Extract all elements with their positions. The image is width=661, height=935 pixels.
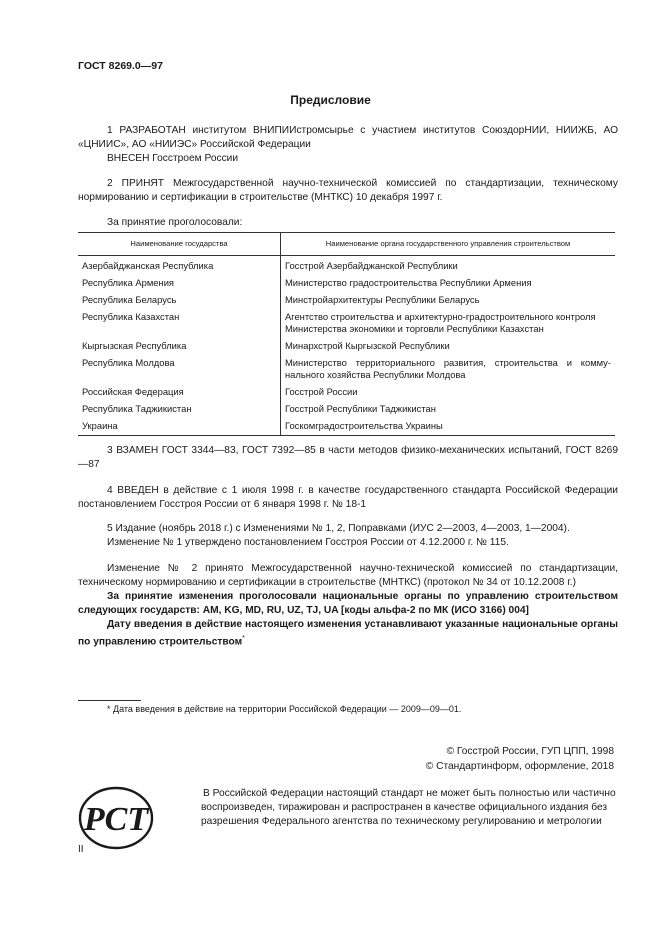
section-4 — [78, 484, 618, 512]
reproduction-notice — [201, 787, 617, 829]
authority-cell: Министерство градостроительства Республики Армения — [285, 277, 532, 288]
state-cell: Российская Федерация — [78, 384, 281, 401]
table-row — [78, 384, 615, 401]
rst-logo-icon — [78, 786, 154, 850]
state-cell: Республика Таджикистан — [78, 401, 281, 418]
table-row — [78, 418, 615, 436]
state-cell: Кыргызская Республика — [78, 338, 281, 355]
section-2 — [78, 177, 618, 205]
table-row — [78, 401, 615, 418]
authority-cell: Минстройархитектуры Республики Беларусь — [285, 294, 480, 305]
section-5-text: 5 Издание (ноябрь 2018 г.) с Изменениями № 1, 2, Поправками (ИУС 2—2003, 4—2003, 1—2004). — [107, 523, 570, 534]
voted-label: За принятие проголосовали: — [107, 217, 243, 228]
authority-cell: Госстрой России — [285, 386, 358, 397]
section-5 — [78, 522, 618, 550]
table-row — [78, 256, 615, 276]
change-2-text: Изменение № 2 принято Межгосударственной научно-технической комиссией по стандартизации, техническому нормированию и сертификации в строительстве (МНТКС) (протокол № 34 от 10.12.2008 г.) — [78, 563, 618, 588]
section-1-introduced: ВНЕСЕН Госстроем России — [107, 153, 239, 164]
change-2-date-text: Дату введения в действие настоящего изменения устанавливают указанные национальные органы по управлению строительством — [78, 619, 618, 648]
section-3-text: 3 ВЗАМЕН ГОСТ 3344—83, ГОСТ 7392—85 в части методов физико-механических испытаний, ГОСТ 8269—87 — [78, 445, 618, 470]
footnote-divider — [78, 700, 141, 701]
change-2-voted: За принятие изменения проголосовали национальные органы по управлению строительством следующих государств: AM, KG, MD, RU, UZ, TJ, UA [коды альфа-2 по МК (ИСО 3166) 004] — [78, 591, 618, 616]
section-1-text: 1 РАЗРАБОТАН институтом ВНИПИИстромсырье с участием институтов СоюздорНИИ, НИИЖБ, АО «ЦНИИС», АО «НИИЭС» Российской Федерации — [78, 125, 618, 150]
table-row — [78, 309, 615, 338]
section-3 — [78, 444, 618, 472]
change-2-date — [78, 618, 618, 649]
state-cell: Украина — [78, 418, 281, 436]
authority-cell: Агентство строительства и архитектурно-градостроительного контроля Министерства экономики и торговли Республики Казахстан — [285, 311, 596, 334]
section-2-text: 2 ПРИНЯТ Межгосударственной научно-технической комиссией по стандартизации, техническому нормированию и сертификации в строительстве (МНТКС) 10 декабря 1997 г. — [78, 178, 618, 203]
table-header-row — [78, 233, 615, 256]
table-header-state: Наименование государства — [78, 233, 281, 256]
state-cell: Республика Армения — [78, 275, 281, 292]
rst-logo-text: РСТ — [83, 801, 149, 838]
section-4-text: 4 ВВЕДЕН в действие с 1 июля 1998 г. в качестве государственного стандарта Российской Федерации постановлением Госстроя России от 6 января 1998 г. № 18-1 — [78, 485, 618, 510]
change-2-block — [78, 562, 618, 649]
table-row — [78, 292, 615, 309]
document-code: ГОСТ 8269.0—97 — [78, 60, 163, 72]
copyright-gosstroy: © Госстрой России, ГУП ЦПП, 1998 — [446, 746, 614, 757]
table-row — [78, 355, 615, 384]
voted-label-block — [78, 216, 618, 230]
state-cell: Республика Молдова — [78, 355, 281, 384]
copyright-standartinform: © Стандартинформ, оформление, 2018 — [425, 761, 614, 772]
table-row — [78, 275, 615, 292]
section-1 — [78, 124, 618, 166]
footnote-mark: * — [242, 635, 245, 642]
table-row — [78, 338, 615, 355]
authority-cell: Госстрой Азербайджанской Республики — [285, 260, 458, 271]
state-cell: Республика Беларусь — [78, 292, 281, 309]
section-5-change1: Изменение № 1 утверждено постановлением Госстроя России от 4.12.2000 г. № 115. — [107, 537, 509, 548]
voting-states-table — [78, 232, 615, 436]
authority-cell: Госкомградостроительства Украины — [281, 418, 616, 436]
reproduction-notice-text: В Российской Федерации настоящий стандарт не может быть полностью или частично воспроизведен, тиражирован и распространен в качестве официального издания без разрешения Федерального агентства по техническому регулированию и метрологии — [201, 788, 616, 827]
authority-cell: Госстрой Республики Таджикистан — [285, 403, 436, 414]
state-cell: Республика Казахстан — [78, 309, 281, 338]
footnote: * Дата введения в действие на территории Российской Федерации — 2009—09—01. — [107, 704, 462, 714]
state-cell: Азербайджанская Республика — [78, 256, 281, 276]
authority-cell: Министерство территориального развития, строительства и комму-нального хозяйства Республики Молдова — [285, 357, 611, 380]
table-header-authority: Наименование органа государственного управления строительством — [281, 233, 616, 256]
page-title: Предисловие — [290, 93, 371, 107]
authority-cell: Минархстрой Кыргызской Республики — [285, 340, 450, 351]
page-number: II — [78, 844, 84, 855]
